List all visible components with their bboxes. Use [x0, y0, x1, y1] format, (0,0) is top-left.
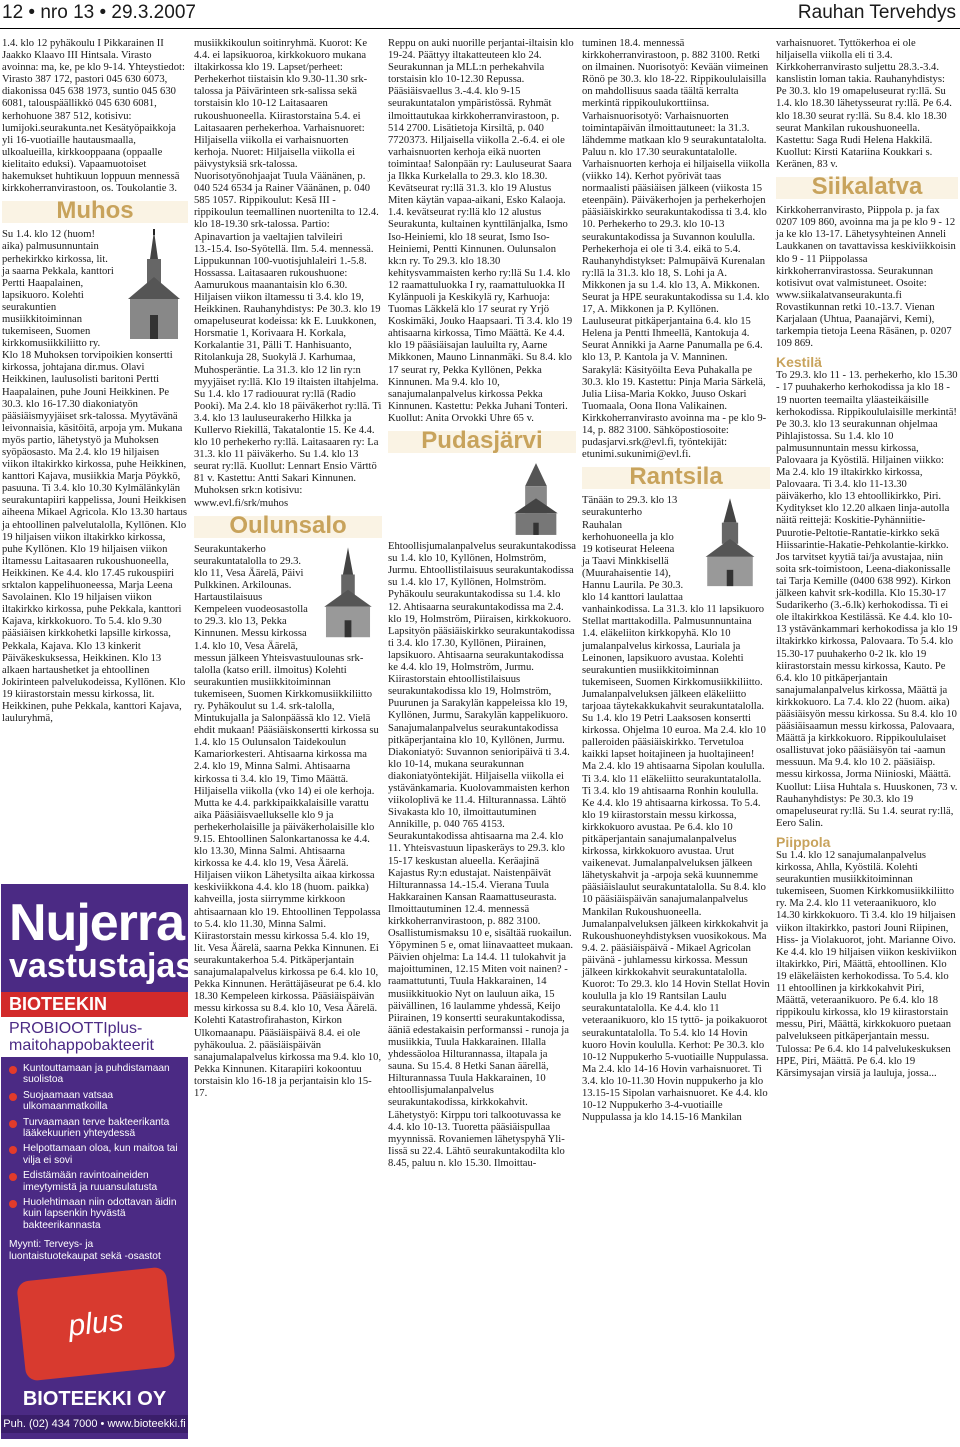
- subhead-kestila: Kestilä: [776, 354, 822, 371]
- column-5: [776, 38, 958, 1438]
- piippola-text: Su 1.4. klo 12 sanajumalanpalvelus kirkossa, Ahlla, Kyöstilä. Kolehti seurakuntien musiikkitoiminnan tukemiseen, Suomen Kirkkomusiikkiliitto ry. Ma 2.4. klo 11 veteraanikuoro, klo 14.30 kirkkokuoro. Ti 3.4. klo 19 hiljaisen viikon iltakirkko, pastori Jouni Riipinen, Hiss- ja Violakuorot, joht. Marianne Oivo. Ke 4.4. klo 19 hiljaisen viikon keskiviikon iltakirkko, Piri, Määttä, ehtoollinen. Klo 19 eläkeläisten kerhokodissa. To 5.4. klo 11 ehtoollinen ja kirkkokahvit Piri, Määttä, veteraanikuoro. Pe 6.4. klo 18 rippikoulu kirkossa, klo 19 kiirastorstain messu, Piri, Määttä, kirkkokuoro puetaan palvelukseen pitkäperjantain messu. Tulossa: Pe 6.4. klo 14 palvelukeskuksen HPE, Piri, Määttä. Pe 6.4. klo 19 Kärsimysajan virsiä ja lauluja, jossa...: [776, 850, 957, 1079]
- muhos-text: Su 1.4. klo 12 (huom! aika) palmusunnuntain perhekirkko kirkossa, lit. ja saarna Pekkala, kanttori Pertti Haapalainen, lapsikuoro. Kolehti seurakuntien musiikkitoiminnan tukemiseen, Suomen kirkkomusiikkiliitto ry. Klo 18 Muhoksen torvipoikien konsertti kirkossa, johtajana dir.mus. Olavi Heikkinen, laulusolisti baritoni Pertti Haapalainen, puhe Jouni Heikkinen. Pe 30.3. klo 16-17.30 diakoniatyön pääsiäismyyjäiset srk-talossa. Myytävänä leivonnaisia, käsitöitä, arpoja ym. Mukana myös partio, lähetystyö ja Muhoksen syöpäosasto. Ma 2.4. klo 19 hiljaisen viikon iltakirkko kirkossa, puhe Heikkinen, kanttori Kajava, musiikkia Marja Pöykkö, pasuuna. Ti 3.4. klo 10.30 Kylmälänkylän seurakuntapiiri kappelissa, Jouni Heikkisen aiheena Mikael Agricola. Klo 13.30 hartaus ja ehtoollinen palvelutalolla, Kyllönen. Klo 19 hiljaisen viikon iltakirkko kirkossa, puhe Kyllönen. Klo 19 hiljaisen viikon iltamessu Laitasaaren rukoushuoneella, Heikkinen. Ke 4.4. klo 17.45 rukouspiiri srktalon kappelihuoneessa, Marja Leena Savolainen. Klo 19 hiljaisen viikon iltakirkko kirkossa, puhe Pekkala, kanttori Kajava, kirkkokuoro. To 5.4. klo 9.30 pääsiäisen kirkkohetki lapsille kirkossa, Pekkala, Kajava. Klo 13 kinkerit Päiväkeskuksessa, Heikkinen. Klo 13 alkaen hartaushetket ja ehtoollinen Jokirinteen palvelukodeissa, Kyllönen. Klo 19 kiirastorstain messu kirkossa, lit. Heikkinen, puhe Pekkala, kanttori Kajava, lauluryhmä,: [2, 229, 188, 725]
- church-illustration-icon: [314, 544, 382, 644]
- ad-bullet: Suojaamaan vatsaa ulkomaanmatkoilla: [9, 1090, 182, 1113]
- oulunsalo-text: Seurakuntakerho seurakuntatalolla to 29.3. klo 11, Vesa Äärelä, Päivi Pulkkinen. Arkilounas. Hartaustilaisuus Kempeleen vuodeosastolla to 29.3. klo 13, Pekka Kinnunen. Messu kirkossa 1.4. klo 10, Vesa Äärelä, messun jälkeen Yhteisvastuulounas srk-talolla (katso erill. ilmoitus) Kolehti seurakuntien musiikkitoiminnan tukemiseen, Suomen Kirkkomusiikkiliitto ry. Pyhäkoulut su 1.4. srk-talolla, Mintukujalla ja Salonpäässä klo 12. Vielä ehdit mukaan! Pääsiäiskonsertti kirkossa su 1.4. klo 15 Oulunsalon Taidekoulun Kamariorkesteri. Ahtisaarna kirkossa ma 2.4. klo 19, Minna Salmi. Ahtisaarna kirkossa ti 3.4. klo 19, Timo Määttä. Hiljaisella viikolla (vko 14) ei ole kerhoja. Mutta ke 4.4. parkkipaikkalaisille varattu aika Pääsiäisvaellukselle klo 9 ja perhekerholaisille ja päiväkerholaisille klo 9.15. Ehtoollinen Salonkartanossa ke 4.4. klo 13.30, Minna Salmi. Ahtisaarna kirkossa ke 4.4. klo 19, Vesa Äärelä. Hiljaisen viikon Lähetysilta aikaa kirkossa keskiviikkona 4.4. klo 18 (huom. paikka) kahveilla, josta siirrymme kirkkoon ahtisaarnaan klo 19. Ehtoollinen Teppolassa to 5.4. klo 11.30, Minna Salmi. Kiirastorstain messu kirkossa 5.4. klo 19, lit. Vesa Äärelä, saarna Pekka Kinnunen. Ei seurakuntakerhoa 5.4. Pitkäperjantain sanajumalapalvelus kirkossa pe 6.4. klo 10, Pekka Kinnunen. Herättäjäseurat pe 6.4. klo 18.30 Kempeleen kirkossa. Pääsiäispäivän messu kirkossa su 8.4. klo 10, Vesa Äärelä. Kolehti Katastrofirahaston, Kirkon Ulkomaanapu. Pääsiäispäivä 8.4. ei ole pyhäkoulua. 2. pääsiäispäivän sanajumalapalvelus kirkossa ma 9.4. klo 10, Pekka Kinnunen. Kitarapiiri kokoontuu torstaisin klo 16-18 ja perjantaisin klo 15-17.: [194, 543, 382, 1099]
- ad-bullet: Edistämään ravintoaineiden imeytymistä ja ruuansulatusta: [9, 1170, 182, 1193]
- rantsila-text: Tänään to 29.3. klo 13 seurakunterho Rauhalan kerhohuoneella ja klo 19 kotiseurat Heleena ja Taavi Minkkisellä (Muurahaisentie 14), Hannu Laurila. Pe 30.3. klo 14 kanttori laulattaa vanhainkodissa. La 31.3. klo 11 lapsikuoro Stellat marttakodilla. Palmusunnuntaina 1.4. eläkeliiton kirkkopyhä. Klo 10 jumalanpalvelus kirkossa, Lauriala ja Leinonen, lapsikuoro avustaa. Kolehti seurakuntien musiikkitoiminnan tukemiseen, Suomen Kirkkomusiikkiliitto. Jumalanpalveluksen jälkeen eläkeliitto tarjoaa täytekakkukahvit seurakuntatalolla. Su 1.4. klo 19 Petri Laaksosen konsertti kirkossa. Ohjelma 10 euroa. Ma 2.4. klo 10 palleroiden pääsiäiskirkko. Tervetuloa kaikki lapset hoitajineen ja huoltajineen! Ma 2.4. klo 19 ahtisaarna Sipolan koululla. Ti 3.4. klo 11 eläkeliitto seurakuntatalolla. Ti 3.4. klo 19 ahtisaarna Ronhin koululla. Ke 4.4. klo 19 ahtisaarna kirkossa. To 5.4. klo 19 kiirastorstain messu kirkossa, kirkkokuoro avustaa. Pe 6.4. klo 10 pitkäperjantain sanajumalanpalvelus kirkossa, kirkkokuoro avustaa. Urut vaikenevat. Jumalanpalveluksen jälkeen lähetyskahvit ja -arpoja sekä kuunnemme pääsiäislaulut seurakuntatalolla. Su 8.4. klo 10 pääsiäispäivän sanajumalanpalvelus Mankilan Rukoushuoneella. Jumalanpalveluksen jälkeen kirkkokahvit ja Rukoushuoneyhdistyksen vuosikokous. Ma 9.4. 2. pääsiäispäivä - Mikael Agricolan päivänä - juhlamessu kirkossa. Messun jälkeen kirkkokahvit seurakuntatalolla. Kuorot: To 29.3. klo 14 Hovin Stellat Hovin koululla ja klo 19 Rantsilan Laulu seurakuntatalolla. Ke 4.4. klo 11 veteraanikuoro, klo 15 tyttö- ja poikakuorot seurakuntatalolla. To 5.4. klo 14 Hovin kuoro Hovin koululla. Kerhot: Pe 30.3. klo 10-12 Nuppukerho 5-vuotiaille Nuppulassa. Ma 2.4. klo 14-16 Hovin varhaisnuoret. Ti 3.4. klo 10-11.30 Hovin nuppukerho ja klo 13.15-15 Sipolan varhaisnuoret. Ke 4.4. klo 10-12 Nuppukerho 3-4-vuotiaille Nuppulassa ja klo 14.15-16 Mankilan: [582, 495, 770, 1124]
- church-illustration-icon: [690, 495, 770, 591]
- column-2: [194, 38, 382, 1438]
- pudasjarvi-text: Ehtoollisjumalanpalvelus seurakuntakodissa su 1.4. klo 10, Kyllönen, Holmström, Jurmu. Ehtoollistilaisuus seurakuntakodissa su 1.4. klo 17, Kyllönen, Holmström. Pyhäkoulu seurakuntakodissa su 1.4. klo 12. Ahtisaarna seurakuntakodissa ma 2.4. klo 19, Holmström, Piiraisen, kirkkokuoro. Lapsityön pääsiäiskirkko seurakuntakodissa ti 3.4. klo 17.30, Kyllönen, Piirainen, lapsikuoro. Ahtisaarna seurakuntakodissa ke 4.4. klo 19, Holmström, Jurmu. Kiirastorstain ehtoollistilaisuus seurakuntakodissa klo 19, Holmström, Puurunen ja Sarakylän kappeleissa klo 19, Kyllönen, Jurmu, Sarakylän kappelikuoro. Sanajumalanpalvelus seurakuntakodissa pitkäperjantaina klo 10, Kyllönen, Jurmu. Diakoniatyö: Suvannon senioripäivä ti 3.4. klo 10-14, mukana seurakunnan diakoniatyöntekijät. Hiljaisella viikolla ei ystävänkamaria. Kuolovammaisten kerhon viikoloplivä ke 11.4. Hilturannassa. Lähtö Sivakasta klo 10, ilmoittautuminen Annikille, p. 040 765 4153. Seurakuntakodissa ahtisaarna ma 2.4. klo 11. Yhteisvastuun lipaskeräys to 29.3. klo 15-17 keskustan alueella. Keräajinä Kajastus Ry:n edustajat. Naistenpäivät Hilturannassa 14.-15.4. Vierana Tuula Hakkarainen Kansan Raamattuseurasta. Ilmoittautuminen 12.4. mennessä kirkkoherranvirastoon, p. 882 3100. Osallistumismaksu 10 e, sisältää ruokailun. Yöpyminen 5 e, omat liinavaatteet mukaan. Päivien ohjelma: La 14.4. 11 tulokahvit ja majoittuminen, 12.15 Miten voit nainen? - raamattutunti, Tuula Hakkarainen, 14 musiikkituokio Nyt on lauluun aika, 15 päivällinen, 16 laulamme yhdessä, Keijo Piirainen, 19 konsertti seurakuntakodissa, ääniä edestakaisin performanssi - runoja ja musiikkia, Tuula Hakkarainen. Illalla yhdessäoloa Hilturannassa, iltapala ja sauna. Su 15.4. 8 Hetki Sanan äärellä, Hilturannassa Tuula Hakkarainen, 10 ehtoollisjumalanpalvelus seurakuntakodissa, kirkkokahvit. Lähetystyö: Kirppu tori talkootuvassa ke 4.4. klo 10-13. Tuoretta pääsiäispullaa myynnissä. Rovaniemen lähetyspyhä Yli-Iissä su 22.4. Lähtö seurakuntakodilta klo 8.45, paluu n. klo 15.30. Ilmoittau-: [388, 541, 577, 1169]
- ad-bullet: Kuntouttamaan ja puhdistamaan suolistoa: [9, 1063, 182, 1086]
- oulunsalo-text-continued: Reppu on auki nuorille perjantai-iltaisin klo 19-24. Päättyy iltakatteuteen klo 24. Seurakunnan ja MLL:n perhekahvila torstaisin klo 10-12.30 Repussa. Pääsiäisvaellus 3.-4.4. klo 9-15 seurakuntatalon ympäristössä. Ryhmät ilmoittautukaa kirkkoherranvirastoon, p. 514 2700. Lisätietoja Kirsiltä, p. 040 7720373. Hiljaisella viikolla 2.-6.4. ei ole varhaisnuorten kerhoja eikä nuorten toimintaa! Salonpään ry: Lauluseurat Saara ja Ilkka Kurkelalla to 29.3. klo 18.30. Kevätseurat ry:llä 31.3. klo 19 Alustus Miten käytän vapaa-aikani, Esko Kalaoja. 1.4. kevätseurat ry:llä klo 12 alustus Seurakunta, kultainen kynttilänjalka, Ismo Iso-Heiniemi, klo 18 seurat, Ismo Iso-Heiniemi, Pentti Kinnunen. Oulunsalon kk:n ry. To 29.3. klo 18.30 kehitysvammaisten kerho ry:llä Su 1.4. klo 12 raamattuluokka I ry, raamattuluokka II Kylänpuoli ja Keskikylä ry, Karhuoja: Tuomas Läkkelä klo 17 seurat ry Yrjö Koskimäki, Jouko Haapsaari. Ti 3.4. klo 19 ahtisaarna kirkossa, Timo Määttä. Ke 4.4. klo 19 pääsiäisajan lauluilta ry, Aarne Mikkonen, Mauno Linnanmäki. Su 8.4. klo 17 seurat ry, Pekka Kyllönen, Pekka Kinnunen. Ma 9.4. klo 10, sanajumalanpalvelus kirkossa Pekka Kinnunen. Kastettu: Pekka Juhani Tonteri. Kuollut: Anita Orvokki Uhre 65 v.: [388, 38, 574, 424]
- column-3: [388, 38, 576, 1438]
- bioteekki-advertisement[interactable]: [1, 884, 215, 1439]
- church-illustration-icon: [496, 459, 576, 539]
- siikalatva-intro: Kirkkoherranvirasto, Piippola p. ja fax 0207 109 860, avoinna ma ja pe klo 9 - 12 ja ke klo 13-17. Lähetysyhteinen Anneli Laukkanen on tavattavissa keskiviikkoisin klo 9 - 11 Piippolassa kirkkoherranvirastossa. Seurakunnan kotisivut ovat valmistuneet. Osoite: www.siikalatvanseurakunta.fi Rovastikunnan retki 10.-13.7. Vienan Karjalaan (Uhtua, Paanajärvi, Kemi), tarkempia tietoja Leena Räsänen, p. 0207 109 869.: [776, 205, 956, 350]
- lumijoki-text: 1.4. klo 12 pyhäkoulu I Pikkarainen II Jaakko Klaavo III Hintsala. Virasto avoinna: ma, ke, pe klo 9-14. Yhteystiedot: Virasto 387 172, pastori 045 630 6073, diakonissa 045 638 1973, suntio 045 630 6081, talouspäällikkö 045 630 6081, kerhohuone 387 512, kotisivu: lumijoki.seurakunta.net Kesätyöpaikkoja yli 16-vuotiaille hautausmaalla, ulkoalueilla, kirkkooppaana (oppaalle kielitaito eduksi). Vapaamuotoiset hakemukset huhtikuun loppuun mennessä kirkkoherranvirastoon, os. Toukolantie 3.: [2, 38, 185, 195]
- section-title-oulunsalo: Oulunsalo: [194, 516, 382, 538]
- section-title-pudasjarvi: Pudasjärvi: [388, 431, 576, 453]
- section-title-muhos: Muhos: [2, 201, 188, 223]
- ad-sales-info: Myynti: Terveys- ja luontaistuotekaupat sekä -osastot: [9, 1239, 161, 1262]
- ad-contact: Puh. (02) 434 7000 • www.bioteekki.fi: [1, 1415, 188, 1433]
- pudasjarvi-text-continued: tuminen 18.4. mennessä kirkkoherranvirastoon, p. 882 3100. Retki on ilmainen. Nuorisotyö: Kevään viimeinen Rönö pe 30.3. klo 18-22. Rippikoululaisilla on mahdollisuus saada täältä kerralta merkintä rippikoulukorttiinsa. Varhaisnuorisotyö: Varhaisnuorten toimintapäivän ilmoittautuneet: la 31.3. lähdemme matkaan klo 9 seurakuntatalolta. Paluu n. klo 17.30 seurakuntatalolle. Varhaisnuorten kerhoja ei hiljaisella viikolla (viikko 14). Kerhot pyörivät taas normaalisti pääsiäisen jälkeen (viikosta 15 eteenpäin). Päiväkerhojen ja perhekerhojen pääsiäiskirkko seurakuntakodissa ti 3.4. klo 10. Perhekerho to 29.3. klo 10-13 seurakuntakodissa ja Suvannon koululla. Perhekerhoja ei ole ti 3.4. eikä to 5.4. Rauhanyhdistykset: Palmupäivä Kurenalan ry:llä la 31.3. klo 18, S. Lohi ja A. Mikkonen ja su 1.4. klo 13, A. Mikkonen. Seurat ja HPE seurakuntakodissa su 1.4. klo 17, A. Mikkonen ja P. Kyllönen. Lauluseurat pitkäperjantaina 6.4. klo 15 Helena ja Pentti Ihmeellä, Kantokuja 4. Seurat Annikki ja Aarne Panumalla pe 6.4. klo 13, P. Kantola ja V. Manninen. Sarakylä: Käsityöilta Eeva Puhakalla pe 30.3. klo 19. Kastettu: Pinja Maria Särkelä, Julia Liisa-Maria Kokko, Juuso Oskari Tuomaala, Oona Ilona Valikainen. Kirkkoherranvirasto avoinna ma - pe klo 9-14, p. 882 3100. Sähköpostiosoite: pudasjarvi.srk@evl.fi, työntekijät: etunimi.sukunimi@evl.fi.: [582, 38, 770, 461]
- newspaper-name: Rauhan Tervehdys: [797, 2, 956, 23]
- ad-company-logo: BIOTEEKKI OY: [22, 1388, 167, 1410]
- kestila-text: To 29.3. klo 11 - 13. perhekerho, klo 15.30 - 17 puuhakerho kerhokodissa ja klo 18 - 19 nuorten teemailta yläasteikäisille kerhokodissa. Rippikoululaisille merkintä! Pe 30.3. klo 13 seurakunnan ohjelmaa Pihlajistossa. Su 1.4. klo 10 palmusunnuntain messu kirkossa, Palovaara ja Kyöstilä. Hiljainen viikko: Ma 2.4. klo 19 iltakirkko kirkossa, Palovaara. Ti 3.4. klo 11-13.30 päiväkerho, klo 13 ehtoollikirkko, Piri. Kyditykset klo 12.20 alkaen linja-autolla näitä reittejä: Koskitie-Pyhänniitie-Puurotie-Peltotie-Rantatie-kirkko sekä Hiissarintie-Hakatie-Pehkolantie-kirkko. Jos tarvitset kyytiä tai/ja avustajaa, niin soita srk-toimistoon, Leena-diakonissalle tai Tarja Kemille (0400 638 992). Kirkon jälkeen kahvit srk-kodilla. Klo 15.30-17 Sudarikerho (3.-6.lk) kerhokodissa. Ti ei ole iltakirkkoa Kestilässä. Ke 4.4. klo 10-13 ystävänkammari kerhokodissa ja klo 19 iltakirkko kirkossa, Palovaara. To 5.4. klo 15.30-17 puuhakerho 0-2 lk. klo 19 kiirastorstain messu kirkossa, Kauto. Pe 6.4. klo 10 pitkäperjantain sanajumalanpalvelus kirkossa, Määttä ja kirkkokuoro. La 7.4. klo 22 (huom. aika) pääsiäisyön messu kirkossa. Su 8.4. klo 10 pääsiäisaamun messu kirkossa, Palovaara, Määttä ja kirkkokuoro. Rippikoululaiset osallistuvat joko pääsiäisyön tai -aamun messuun. Ma 9.4. klo 10 2. pääsiäisp. messu kirkossa, Jorma Niinioski, Määttä. Kuollut: Liisa Huhtala s. Huuskonen, 73 v. Rauhanyhdistys: Pe 30.3. klo 19 omapeluseurat ry:llä. Su 1.4. seurat ry:llä, Eero Salin.: [776, 370, 958, 829]
- page-header: [0, 0, 960, 29]
- ad-headline: Nujerra: [9, 894, 185, 952]
- section-title-siikalatva: Siikalatva: [776, 177, 958, 199]
- ad-headline-2: vastustajasi!: [9, 947, 215, 985]
- church-illustration-icon: [120, 229, 188, 347]
- product-package-image: plus: [16, 1266, 176, 1381]
- ad-bullet: Huolehtimaan niin odottavan äidin kuin lapsenkin hyvästä bakteerikannasta: [9, 1197, 182, 1231]
- ad-bullet: Turvaamaan terve bakteerikanta lääkekuurien yhteydessä: [9, 1117, 182, 1140]
- muhos-text-continued: musiikkikoulun soitinryhmä. Kuorot: Ke 4.4. ei lapsikuoroa, kirkkokuoro mukana iltakirkossa klo 19. Lapset/perheet: Perhekerhot tiistaisin klo 9.30-11.30 srk-talossa ja Päivärinteen srk-salissa sekä torstaisin klo 10-12 Laitasaaren rukoushuoneella. Kiirastorstaina 5.4. ei Laitasaaren perhekerhoa. Varhaisnuoret: Hiljaisella viikolla ei varhaisnuorten kerhoja. Nuoret: Hiljaisella viikolla ei päivystyksiä srk-talossa. Nuorisotyönohjaajat Tuula Väänänen, p. 040 524 6534 ja Rainer Väänänen, p. 040 585 1057. Rippikoulut: Kesä III - rippikoulun teemallinen nuortenilta to 12.4. klo 18-19.30 srk-talossa. Partio: Apinavartion ja vaeltajien talvileiri 13.-15.4. Iso-Syötellä. Ilm. 5.4. mennessä. Lippukunnan 100-vuotisjuhlaleiri 1.-5.8. Hossassa. Laitasaaren rukoushuone: Aamurukous maanantaisin klo 6.30. Hiljaisen viikon iltamessu ti 3.4. klo 19, Heikkinen. Rauhanyhdistys: Pe 30.3. klo 19 omapeluseurat kodeissa: kk E. Luukkonen, Horsmatie 1, Korivaara H. Korkala, Korkalantie 31, Pälli T. Hanhisuanto, Ritolankuja 28, Suokylä J. Karhumaa, Muhosperäntie. La 31.3. klo 12 lin ry:n myyjäiset ry:llä. Klo 19 iltaisten iltahjelma. Su 1.4. klo 17 radiouurat ry:llä (Radio Pooki). Ma 2.4. klo 18 päiväkerhot ry:llä. Ti 3.4. klo 13 lauluseurakerho Hilkka ja Kullervo Riekillä, Takatalontie 15. Ke 4.4. klo 10 perhekerho ry:llä. Laitasaaren ry: La 31.3. klo 11 päiväkerho. Su 1.4. klo 13 seurat ry:llä. Kuollut: Lennart Ensio Värttö 81 v. Kastettu: Antti Sakari Kinnunen. Muhoksen srk:n kotisivu: www.evl.fi/srk/muhos: [194, 38, 382, 509]
- column-4: [582, 38, 770, 1438]
- ad-bullet: Helpottamaan oloa, kun maitoa tai vilja ei sovi: [9, 1143, 182, 1166]
- ad-bullet-list: [1, 1057, 188, 1231]
- subhead-piippola: Piippola: [776, 833, 831, 850]
- issue-info: 12 • nro 13 • 29.3.2007: [2, 2, 196, 23]
- ad-brand: BIOTEEKIN: [1, 992, 188, 1017]
- ad-product: PROBIOOTTIplus-maitohappobakteerit: [1, 1017, 188, 1057]
- column-1: [2, 38, 188, 878]
- rantsila-text-continued: varhaisnuoret. Tyttökerhoa ei ole hiljaisella viikolla eli ti 3.4. Kirkkoherranvirasto suljettu 28.3.-3.4. kanslistin loman takia. Rauhanyhdistys: Pe 30.3. klo 19 omapeluseurat ry:llä. Su 1.4. klo 18.30 lähetysseurat ry:llä. Pe 6.4. klo 18.30 seurat ry:llä. Su 8.4. klo 18.30 seurat Mankilan rukoushuoneella. Kastettu: Saga Rudi Helena Hakkilä. Kuollut: Kirsti Katariina Koukkari s. Keränen, 83 v.: [776, 38, 952, 170]
- section-title-rantsila: Rantsila: [582, 467, 770, 489]
